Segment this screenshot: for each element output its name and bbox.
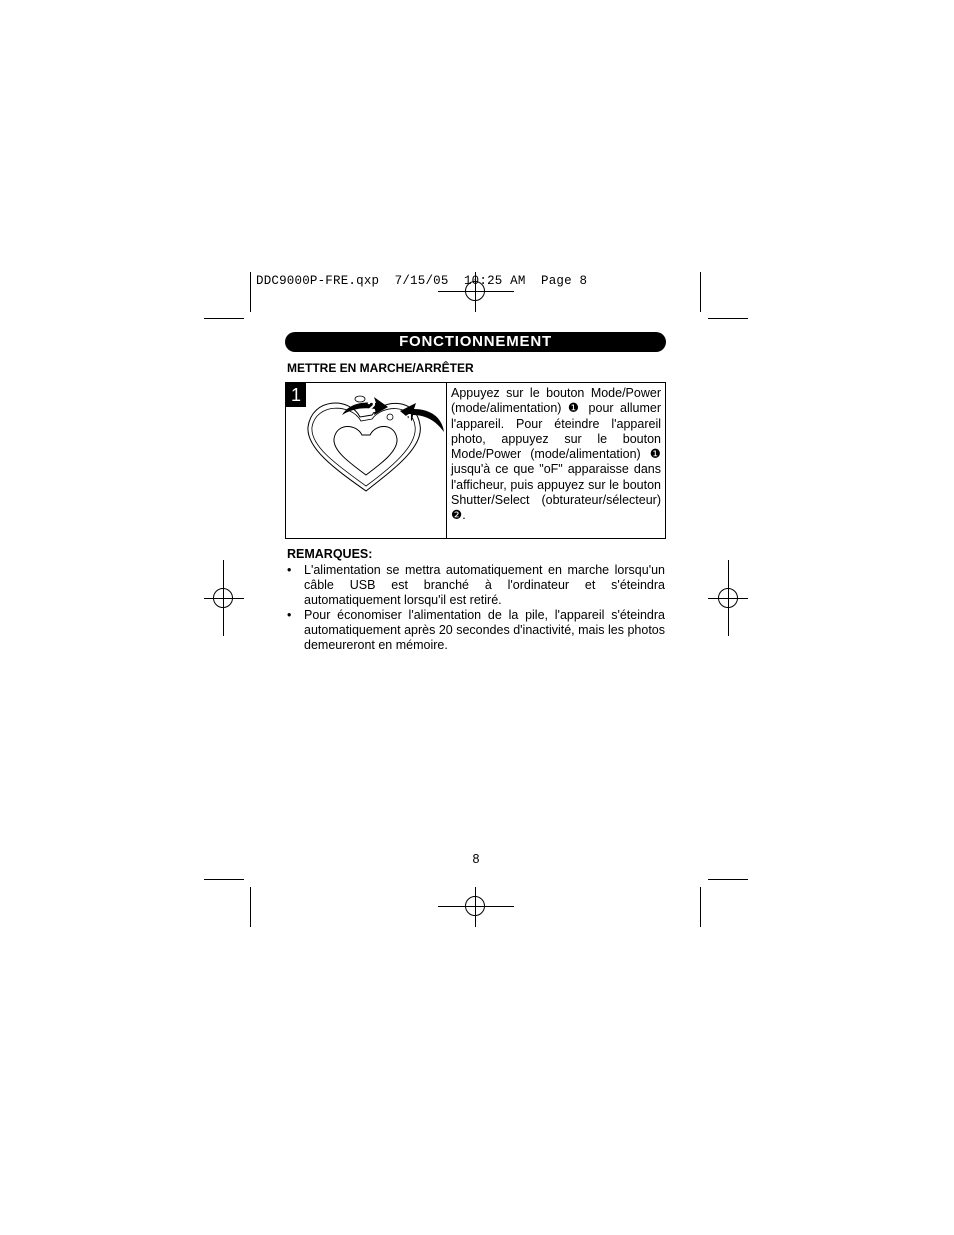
crop-mark: [708, 879, 748, 880]
crop-mark: [204, 879, 244, 880]
registration-circle: [213, 588, 233, 608]
crop-mark: [708, 318, 748, 319]
camera-heart-illustration: [294, 387, 444, 497]
bullet: •: [287, 608, 292, 622]
slug-file: DDC9000P-FRE.qxp: [256, 274, 380, 288]
mode-power-button: [387, 414, 393, 420]
step-divider: [446, 383, 447, 538]
crop-mark: [250, 887, 251, 927]
section-title: METTRE EN MARCHE/ARRÊTER: [287, 361, 474, 375]
notes-title: REMARQUES:: [287, 547, 373, 561]
step-text-part: Appuyez sur le bouton Mode/Power (mode/alimentation): [451, 386, 661, 416]
step-text-part: .: [462, 508, 466, 523]
registration-circle: [718, 588, 738, 608]
heart-outer-inner-edge: [312, 408, 415, 486]
marker-2: ❷: [451, 508, 463, 523]
list-item: [287, 563, 665, 608]
heart-outer-shape: [308, 403, 420, 491]
notes-list: [287, 563, 665, 653]
callout-2: 2: [367, 399, 376, 416]
print-slug: [256, 274, 587, 288]
crop-mark: [204, 318, 244, 319]
page-number: 8: [472, 852, 480, 866]
callout-1: 1: [405, 412, 414, 429]
step-box: [285, 382, 666, 539]
crop-mark: [700, 272, 701, 312]
marker-1: ❶: [567, 401, 583, 416]
crop-mark: [250, 272, 251, 312]
bullet: •: [287, 563, 292, 577]
step-text-part: pour allumer l'appareil. Pour éteindre l'appareil photo, appuyez sur le bouton Mode/Power (mode/alimentation): [451, 401, 661, 462]
crop-mark: [700, 887, 701, 927]
note-text: L'alimentation se mettra automatiquement en marche lorsqu'un câble USB est branché à l'ordinateur et s'éteindra automatiquement lorsqu'il est retiré.: [304, 563, 665, 607]
step-number: 1: [286, 383, 306, 407]
heart-inner-shape: [334, 426, 397, 475]
step-instructions: [451, 386, 661, 524]
step-text-part: jusqu'à ce que "oF" apparaisse dans l'afficheur, puis appuyez sur le bouton Shutter/Select (obturateur/sélecteur): [451, 462, 661, 508]
note-text: Pour économiser l'alimentation de la pile, l'appareil s'éteindra automatiquement après 20 secondes d'inactivité, mais les photos demeureront en mémoire.: [304, 608, 665, 652]
section-banner: FONCTIONNEMENT: [285, 332, 666, 352]
list-item: [287, 608, 665, 653]
slug-time: 10:25 AM: [463, 274, 526, 288]
slug-page: Page 8: [541, 274, 588, 288]
slug-date: 7/15/05: [394, 274, 449, 288]
marker-1: ❶: [649, 447, 661, 462]
shutter-button: [355, 396, 365, 402]
registration-circle: [465, 896, 485, 916]
